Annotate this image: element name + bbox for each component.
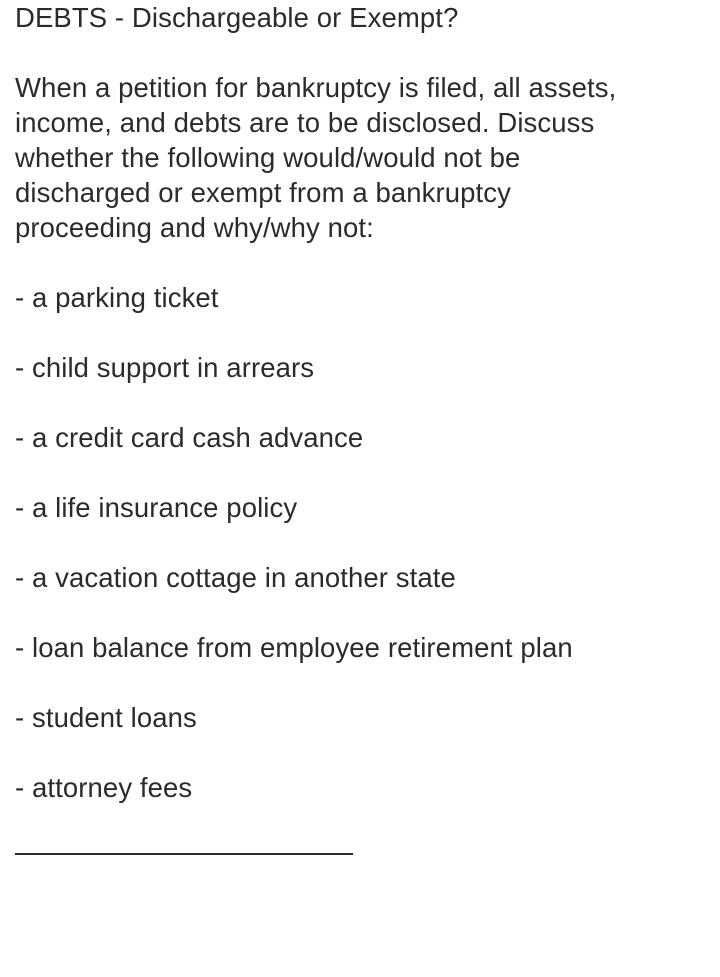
prompt-line: proceeding and why/why not: bbox=[15, 212, 374, 243]
list-item: - a parking ticket bbox=[15, 282, 219, 313]
spacer bbox=[15, 595, 705, 630]
prompt-line: whether the following would/would not be bbox=[15, 142, 521, 173]
spacer bbox=[15, 525, 705, 560]
answer-line bbox=[15, 853, 353, 855]
spacer bbox=[15, 315, 705, 350]
prompt-line: When a petition for bankruptcy is filed, all assets, bbox=[15, 72, 617, 103]
spacer bbox=[15, 245, 705, 280]
spacer bbox=[15, 455, 705, 490]
prompt-line: income, and debts are to be disclosed. Discuss bbox=[15, 107, 595, 138]
list-item: - student loans bbox=[15, 702, 197, 733]
spacer bbox=[15, 35, 705, 70]
document-title: DEBTS - Dischargeable or Exempt? bbox=[15, 2, 459, 33]
list-item: - a vacation cottage in another state bbox=[15, 562, 456, 593]
prompt-line: discharged or exempt from a bankruptcy bbox=[15, 177, 511, 208]
list-item: - a life insurance policy bbox=[15, 492, 298, 523]
spacer bbox=[15, 735, 705, 770]
list-item: - a credit card cash advance bbox=[15, 422, 364, 453]
document-body bbox=[15, 0, 705, 855]
spacer bbox=[15, 385, 705, 420]
spacer bbox=[15, 665, 705, 700]
list-item: - attorney fees bbox=[15, 772, 193, 803]
list-item: - child support in arrears bbox=[15, 352, 315, 383]
list-item: - loan balance from employee retirement plan bbox=[15, 632, 573, 663]
